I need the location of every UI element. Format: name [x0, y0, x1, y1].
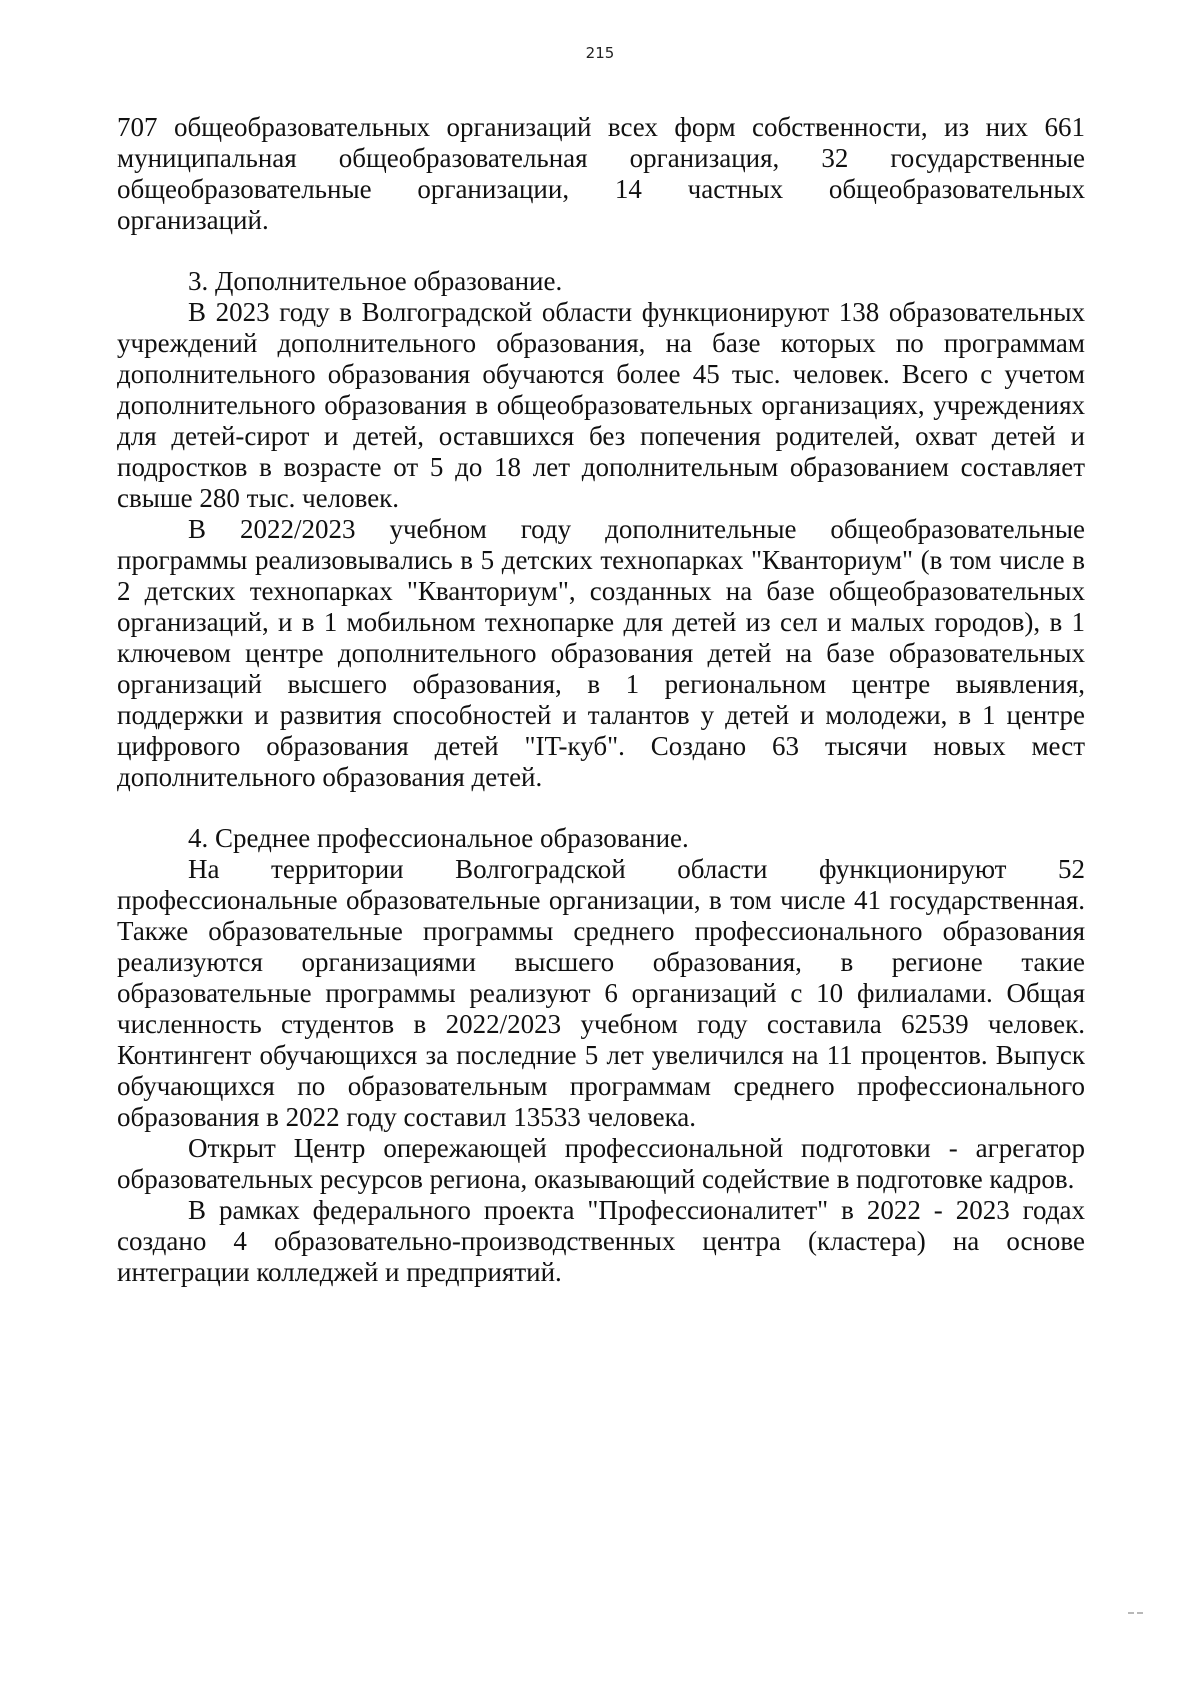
paragraph-professionalitet-project: В рамках федерального проекта "Профессионалитет" в 2022 - 2023 годах создано 4 образовательно-производственных центра (кластера) на основе интеграции колледжей и предприятий. [117, 1195, 1085, 1287]
section-heading-vocational-education: 4. Среднее профессиональное образование. [188, 823, 689, 853]
document-body [117, 112, 1085, 1288]
faint-dash [1128, 1612, 1134, 1614]
paragraph-schools-count: 707 общеобразовательных организаций всех форм собственности, из них 661 муниципальная общеобразовательная организация, 32 государственные общеобразовательные организации, 14 частных общеобразовательных организаций. [117, 112, 1085, 235]
section-heading-additional-education: 3. Дополнительное образование. [188, 266, 563, 296]
paragraph-technoparks: В 2022/2023 учебном году дополнительные общеобразовательные программы реализовывались в 5 детских технопарках "Кванториум" (в том числе в 2 детских технопарках "Кванториум", созданных на базе общеобразовательных организаций, и в 1 мобильном технопарке для детей из сел и малых городов), в 1 ключевом центре дополнительного образования детей на базе образовательных организаций высшего образования, в 1 региональном центре выявления, поддержки и развития способностей и талантов у детей и молодежи, в 1 центре цифрового образования детей "IT-куб". Создано 63 тысячи новых мест дополнительного образования детей. [117, 514, 1085, 792]
footer-faint-mark [1128, 1612, 1154, 1615]
paragraph-training-center: Открыт Центр опережающей профессиональной подготовки - агрегатор образовательных ресурсов региона, оказывающий содействие в подготовке кадров. [117, 1133, 1085, 1194]
paragraph-additional-education-institutions: В 2023 году в Волгоградской области функционируют 138 образовательных учреждений дополнительного образования, на базе которых по программам дополнительного образования обучаются более 45 тыс. человек. Всего с учетом дополнительного образования в общеобразовательных организациях, учреждениях для детей-сирот и детей, оставшихся без попечения родителей, охват детей и подростков в возрасте от 5 до 18 лет дополнительным образованием составляет свыше 280 тыс. человек. [117, 297, 1085, 513]
paragraph-vocational-organizations: На территории Волгоградской области функционируют 52 профессиональные образовательные организации, в том числе 41 государственная. Также образовательные программы среднего профессионального образования реализуются организациями высшего образования, в регионе такие образовательные программы реализуют 6 организаций с 10 филиалами. Общая численность студентов в 2022/2023 учебном году составила 62539 человек. Контингент обучающихся за последние 5 лет увеличился на 11 процентов. Выпуск обучающихся по образовательным программам среднего профессионального образования в 2022 году составил 13533 человека. [117, 854, 1085, 1132]
page-number: 215 [585, 44, 615, 62]
faint-dash [1137, 1612, 1143, 1614]
